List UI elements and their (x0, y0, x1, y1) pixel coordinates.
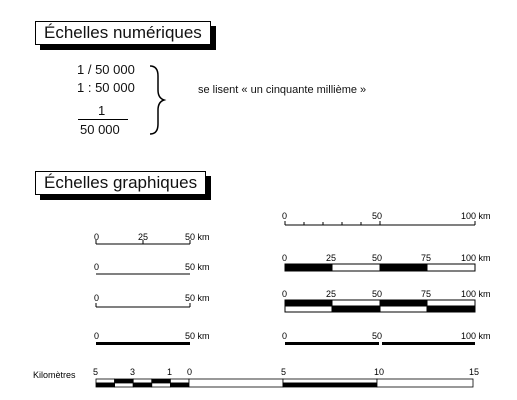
tick-label: 100 km (461, 211, 491, 221)
scale-segment (285, 264, 332, 271)
tick-label: 1 (167, 367, 173, 377)
tick-label: 50 (372, 211, 383, 221)
km-scale (33, 367, 479, 387)
scale-segment (332, 300, 380, 306)
tick-label: 100 km (461, 253, 491, 263)
tick-label: 75 (421, 289, 432, 299)
tick-label: 50 (372, 289, 383, 299)
km-segment (96, 379, 115, 383)
scale-segment (285, 306, 332, 312)
scale-fraction-numerator: 1 (98, 103, 106, 118)
tick-label: 50 km (185, 232, 210, 242)
km-segment (133, 379, 152, 383)
scale-left-1 (94, 232, 210, 244)
scale-left-4 (94, 331, 210, 345)
scale-fraction-denominator: 50 000 (80, 122, 120, 137)
scale-left-2 (94, 262, 210, 274)
scale-segment (285, 300, 332, 306)
tick-label: 0 (94, 331, 100, 341)
tick-label: 5 (93, 367, 99, 377)
scale-segment (427, 300, 475, 306)
scale-right-4 (282, 331, 491, 345)
km-segment (170, 383, 189, 387)
km-segment (152, 379, 171, 383)
km-segment (115, 383, 134, 387)
tick-label: 0 (282, 331, 288, 341)
scale-right-3 (282, 289, 491, 312)
scale-segment (332, 306, 380, 312)
tick-label: 25 (326, 253, 337, 263)
scale-segment (380, 264, 427, 271)
tick-label: 0 (282, 253, 288, 263)
km-segment (189, 379, 283, 387)
tick-label: 100 km (461, 331, 491, 341)
tick-label: 0 (94, 293, 100, 303)
graphic-scales-title: Échelles graphiques (35, 171, 206, 195)
scale-segment (427, 264, 475, 271)
scale-ratio-slash: 1 / 50 000 (77, 62, 135, 77)
km-segment (283, 379, 377, 383)
scale-segment (380, 300, 427, 306)
scale-segment (332, 264, 380, 271)
km-segment (133, 383, 152, 387)
km-segment (170, 379, 189, 383)
scale-right-1 (282, 211, 491, 225)
tick-label: 75 (421, 253, 432, 263)
scale-reading-text: se lisent « un cinquante millième » (198, 84, 367, 96)
km-segment (96, 383, 115, 387)
tick-label: 0 (282, 289, 288, 299)
scale-right-2 (282, 253, 491, 271)
scale-bar (285, 342, 379, 345)
scale-bar (96, 342, 190, 345)
tick-label: 0 (94, 262, 100, 272)
tick-label: 50 (372, 331, 383, 341)
tick-label: 25 (138, 232, 149, 242)
km-segment (152, 383, 171, 387)
tick-label: 25 (326, 289, 337, 299)
scale-segment (427, 306, 475, 312)
km-segment (115, 379, 134, 383)
tick-label: 50 km (185, 331, 210, 341)
km-segment (377, 379, 473, 387)
tick-label: 50 (372, 253, 383, 263)
scale-left-3 (94, 293, 210, 307)
tick-label: 0 (94, 232, 100, 242)
numeric-scales-title: Échelles numériques (35, 21, 211, 45)
scale-bar (382, 342, 475, 345)
tick-label: 5 (281, 367, 287, 377)
tick-label: 10 (374, 367, 385, 377)
scale-ratio-colon: 1 : 50 000 (77, 80, 135, 95)
tick-label: 0 (282, 211, 288, 221)
tick-label: 50 km (185, 293, 210, 303)
tick-label: 15 (469, 367, 480, 377)
km-segment (283, 383, 377, 387)
tick-label: 50 km (185, 262, 210, 272)
tick-label: 100 km (461, 289, 491, 299)
scale-segment (380, 306, 427, 312)
km-label: Kilomètres (33, 370, 76, 380)
tick-label: 3 (130, 367, 136, 377)
tick-label: 0 (187, 367, 193, 377)
